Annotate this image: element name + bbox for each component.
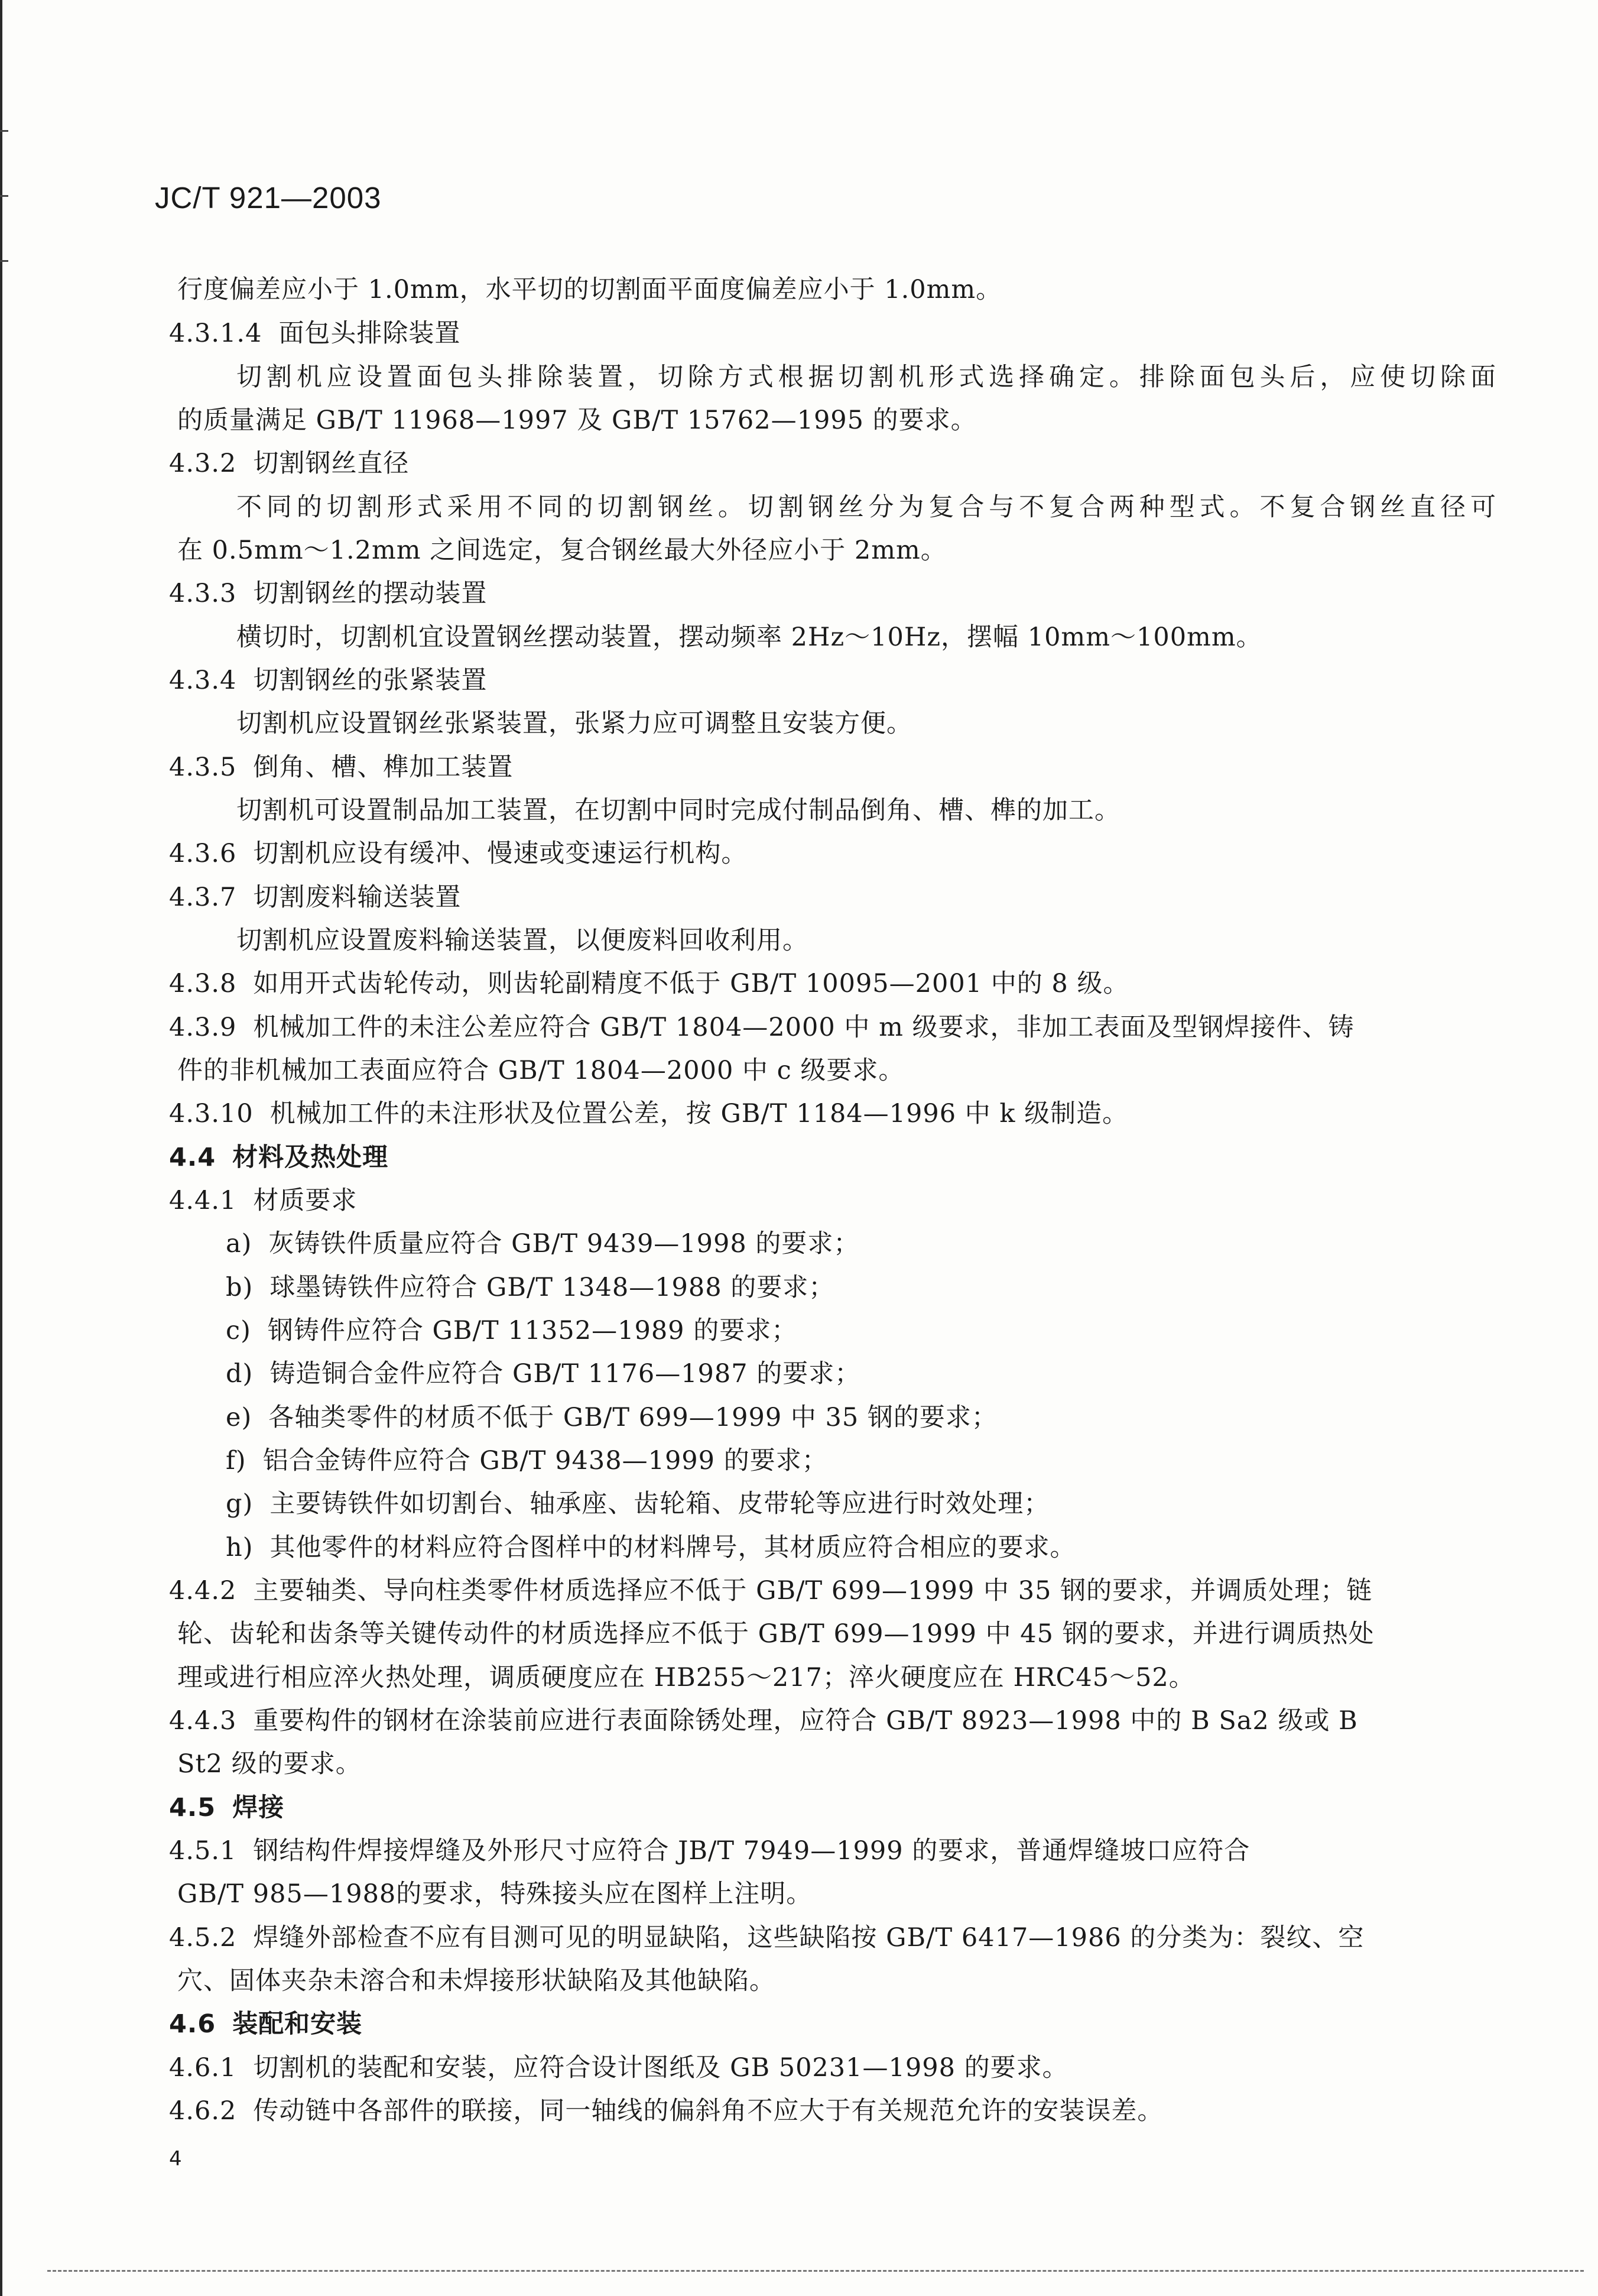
clause-heading: 4.3.2 切割钢丝直径 (169, 449, 410, 478)
clause: 4.4.3 重要构件的钢材在涂装前应进行表面除锈处理，应符合 GB/T 8923—1998 中的 B Sa2 级或 B (169, 1706, 1358, 1736)
clause-heading: 4.3.5 倒角、槽、榫加工装置 (169, 753, 514, 782)
clause: 4.5.1 钢结构件焊接焊缝及外形尺寸应符合 JB/T 7949—1999 的要求，普通焊缝坡口应符合 (169, 1836, 1251, 1866)
text-line: 行度偏差应小于 1.0mm，水平切的切割面平面度偏差应小于 1.0mm。 (177, 275, 1002, 304)
list-item: e) 各轴类零件的材质不低于 GB/T 699—1999 中 35 钢的要求； (226, 1403, 998, 1432)
clause-heading: 4.3.3 切割钢丝的摆动装置 (169, 579, 488, 608)
list-item: f) 铝合金铸件应符合 GB/T 9438—1999 的要求； (226, 1446, 828, 1475)
text-line: 切割机可设置制品加工装置，在切割中同时完成付制品倒角、槽、榫的加工。 (236, 796, 1120, 825)
text-line: 切割机应设置废料输送装置，以便废料回收利用。 (236, 926, 808, 955)
list-item: c) 钢铸件应符合 GB/T 11352—1989 的要求； (226, 1316, 798, 1345)
text-line: 件的非机械加工表面应符合 GB/T 1804—2000 中 c 级要求。 (177, 1056, 905, 1085)
text-line: 理或进行相应淬火热处理，调质硬度应在 HB255～217；淬火硬度应在 HRC45～52。 (177, 1663, 1195, 1692)
list-item: g) 主要铸铁件如切割台、轴承座、齿轮箱、皮带轮等应进行时效处理； (226, 1489, 1050, 1519)
clause: 4.3.10 机械加工件的未注形状及位置公差，按 GB/T 1184—1996 中 k 级制造。 (169, 1099, 1129, 1128)
section-heading: 4.5 焊接 (169, 1793, 285, 1822)
section-heading: 4.6 装配和安装 (169, 2009, 363, 2039)
clause: 4.4.2 主要轴类、导向柱类零件材质选择应不低于 GB/T 699—1999 中 35 钢的要求，并调质处理；链 (169, 1576, 1373, 1606)
clause-heading: 4.3.4 切割钢丝的张紧装置 (169, 666, 488, 695)
text-line: 不同的切割形式采用不同的切割钢丝。切割钢丝分为复合与不复合两种型式。不复合钢丝直径可 (236, 492, 1496, 522)
text-line: 穴、固体夹杂未溶合和未焊接形状缺陷及其他缺陷。 (177, 1966, 775, 1996)
text-line: St2 级的要求。 (177, 1749, 362, 1779)
text-line: 横切时，切割机宜设置钢丝摆动装置，摆动频率 2Hz～10Hz，摆幅 10mm～100mm。 (236, 622, 1262, 652)
clause-heading: 4.3.7 切割废料输送装置 (169, 883, 462, 912)
list-item: b) 球墨铸铁件应符合 GB/T 1348—1988 的要求； (226, 1273, 835, 1302)
clause-heading: 4.3.1.4 面包头排除装置 (169, 319, 461, 348)
list-item: d) 铸造铜合金件应符合 GB/T 1176—1987 的要求； (226, 1359, 861, 1389)
list-item: a) 灰铸铁件质量应符合 GB/T 9439—1998 的要求； (226, 1229, 860, 1259)
clause: 4.6.1 切割机的装配和安装，应符合设计图纸及 GB 50231—1998 的要求。 (169, 2053, 1068, 2083)
bottom-dashed-rule (47, 2270, 1584, 2272)
clause: 4.3.6 切割机应设有缓冲、慢速或变速运行机构。 (169, 839, 748, 868)
section-heading: 4.4 材料及热处理 (169, 1143, 389, 1172)
text-line: GB/T 985—1988的要求，特殊接头应在图样上注明。 (177, 1879, 813, 1909)
clause: 4.5.2 焊缝外部检查不应有目测可见的明显缺陷，这些缺陷按 GB/T 6417—1986 的分类为：裂纹、空 (169, 1923, 1365, 1953)
list-item: h) 其他零件的材料应符合图样中的材料牌号，其材质应符合相应的要求。 (226, 1533, 1076, 1562)
clause-heading: 4.4.1 材质要求 (169, 1186, 358, 1215)
text-line: 轮、齿轮和齿条等关键传动件的材质选择应不低于 GB/T 699—1999 中 45 钢的要求，并进行调质热处 (177, 1619, 1375, 1649)
text-line: 在 0.5mm～1.2mm 之间选定，复合钢丝最大外径应小于 2mm。 (177, 536, 947, 565)
document-code: JC/T 921—2003 (155, 181, 382, 215)
text-line: 切割机应设置钢丝张紧装置，张紧力应可调整且安装方便。 (236, 709, 912, 738)
clause: 4.6.2 传动链中各部件的联接，同一轴线的偏斜角不应大于有关规范允许的安装误差。 (169, 2096, 1164, 2126)
text-line: 切割机应设置面包头排除装置，切除方式根据切割机形式选择确定。排除面包头后，应使切除面 (236, 362, 1496, 392)
clause: 4.3.8 如用开式齿轮传动，则齿轮副精度不低于 GB/T 10095—2001 中的 8 级。 (169, 969, 1129, 998)
page-number: 4 (169, 2147, 182, 2171)
clause: 4.3.9 机械加工件的未注公差应符合 GB/T 1804—2000 中 m 级要求，非加工表面及型钢焊接件、铸 (169, 1013, 1355, 1042)
text-line: 的质量满足 GB/T 11968—1997 及 GB/T 15762—1995 的要求。 (177, 406, 977, 435)
